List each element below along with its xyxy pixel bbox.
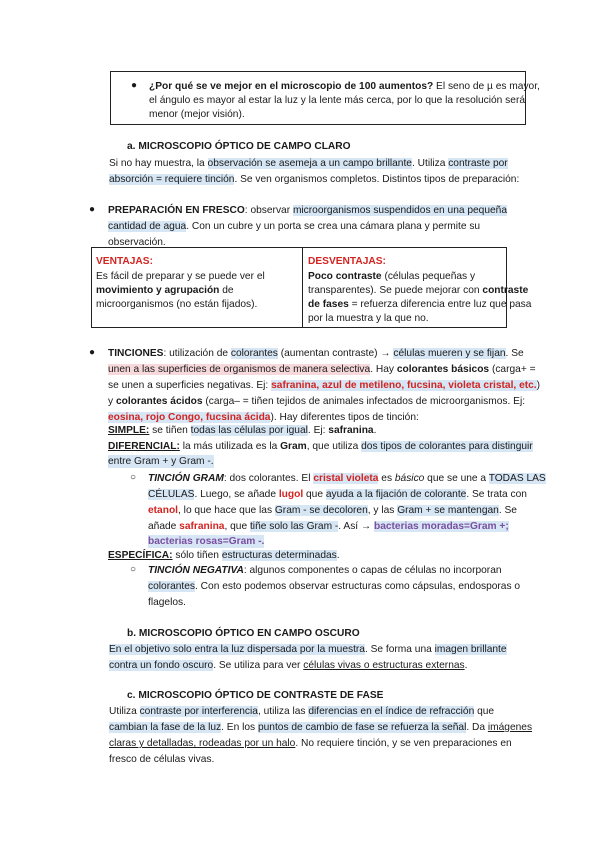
circle-bullet-icon: ○ bbox=[130, 472, 137, 483]
section-c-heading: c. MICROSCOPIO ÓPTICO DE CONTRASTE DE FASE bbox=[127, 690, 384, 701]
tinciones-line-2: unen a las superficies de organismos de manera selectiva. Hay colorantes básicos (carga+ = bbox=[108, 364, 536, 375]
ventajas-line-1: Es fácil de preparar y se puede ver el bbox=[96, 271, 265, 282]
desventajas-line-1: Poco contraste (células pequeñas y bbox=[308, 271, 476, 282]
question-line-2: el ángulo es mayor al estar la luz y la lente más cerca, por lo que la resolución será bbox=[149, 95, 525, 106]
section-a-line-2: absorción = requiere tinción. Se ven organismos completos. Distintos tipos de preparación: bbox=[109, 174, 520, 185]
gram-line-5: bacterias rosas=Gram -. bbox=[148, 536, 265, 547]
negativa-line-2: colorantes. Con esto podemos observar estructuras como cápsulas, endosporas o bbox=[148, 581, 521, 592]
tinciones-line-1: TINCIONES: utilización de colorantes (aumentan contraste) → células mueren y se fijan. Se bbox=[108, 348, 524, 359]
fresco-line-2: cantidad de agua. Con un cubre y un porta se crea una cámara plana y permite su bbox=[108, 221, 481, 232]
table-divider bbox=[302, 247, 303, 328]
negativa-line-3: flagelos. bbox=[148, 597, 186, 608]
bullet-icon: ● bbox=[131, 80, 138, 91]
bullet-icon: ● bbox=[89, 204, 96, 215]
fresco-line-3: observación. bbox=[108, 237, 166, 248]
fresco-line-1: PREPARACIÓN EN FRESCO: observar microorganismos suspendidos en una pequeña bbox=[108, 205, 508, 216]
desventajas-title: DESVENTAJAS: bbox=[308, 256, 386, 267]
desventajas-line-3: de fases = refuerza diferencia entre luz que pasa bbox=[308, 299, 532, 310]
negativa-line-1: TINCIÓN NEGATIVA: algunos componentes o capas de células no incorporan bbox=[148, 565, 502, 576]
diferencial-line-2: entre Gram + y Gram -. bbox=[108, 456, 214, 467]
section-c-line-4: fresco de células vivas. bbox=[109, 754, 215, 765]
section-a-heading: a. MICROSCOPIO ÓPTICO DE CAMPO CLARO bbox=[127, 141, 351, 152]
tinciones-line-4: y colorantes ácidos (carga– = tiñen tejidos de animales infectados de microorganismos. Ej: bbox=[108, 396, 526, 407]
gram-line-3: etanol, lo que hace que las Gram - se decoloren, y las Gram + se mantengan. Se bbox=[148, 505, 517, 516]
tinciones-line-3: se unen a superficies negativas. Ej: safranina, azul de metileno, fucsina, violeta cristal, etc.) bbox=[108, 380, 541, 391]
section-b-line-1: En el objetivo solo entra la luz dispersada por la muestra. Se forma una imagen brillante bbox=[109, 644, 507, 655]
section-a-line-1: Si no hay muestra, la observación se asemeja a un campo brillante. Utiliza contraste por bbox=[109, 158, 508, 169]
section-c-line-1: Utiliza contraste por interferencia, utiliza las diferencias en el índice de refracción que bbox=[109, 706, 495, 717]
section-b-line-2: contra un fondo oscuro. Se utiliza para ver células vivas o estructuras externas. bbox=[109, 660, 468, 671]
gram-line-1: TINCIÓN GRAM: dos colorantes. El cristal violeta es básico que se une a TODAS LAS bbox=[148, 473, 546, 484]
desventajas-line-4: por la muestra y la que no. bbox=[308, 313, 429, 324]
tinciones-line-5: eosina, rojo Congo, fucsina ácida). Hay diferentes tipos de tinción: bbox=[108, 412, 419, 423]
ventajas-line-2: movimiento y agrupación de bbox=[96, 285, 234, 296]
gram-line-2: CÉLULAS. Luego, se añade lugol que ayuda a la fijación de colorante. Se trata con bbox=[148, 489, 527, 500]
diferencial-line-1: DIFERENCIAL: la más utilizada es la Gram, que utiliza dos tipos de colorantes para distinguir bbox=[108, 441, 533, 452]
section-b-heading: b. MICROSCOPIO ÓPTICO EN CAMPO OSCURO bbox=[127, 628, 360, 639]
ventajas-title: VENTAJAS: bbox=[96, 256, 153, 267]
bullet-icon: ● bbox=[89, 347, 96, 358]
gram-line-4: añade safranina, que tiñe solo las Gram -. Así → bacterias moradas=Gram +; bbox=[148, 521, 509, 532]
especifica-line: ESPECÍFICA: sólo tiñen estructuras determinadas. bbox=[108, 550, 340, 561]
desventajas-line-2: transparentes). Se puede mejorar con contraste bbox=[308, 285, 529, 296]
question-line-3: menor (mejor visión). bbox=[149, 109, 245, 120]
circle-bullet-icon: ○ bbox=[130, 564, 137, 575]
section-c-line-3: claras y detalladas, rodeadas por un halo. No requiere tinción, y se ven preparaciones en bbox=[109, 738, 512, 749]
simple-line: SIMPLE: se tiñen todas las células por igual. Ej: safranina. bbox=[108, 425, 377, 436]
ventajas-line-3: microorganismos (no están fijados). bbox=[96, 299, 258, 310]
section-c-line-2: cambian la fase de la luz. En los puntos de cambio de fase se refuerza la señal. Da imágenes bbox=[109, 722, 533, 733]
question-line-1: ¿Por qué se ve mejor en el microscopio de 100 aumentos? El seno de µ es mayor, bbox=[149, 81, 540, 92]
